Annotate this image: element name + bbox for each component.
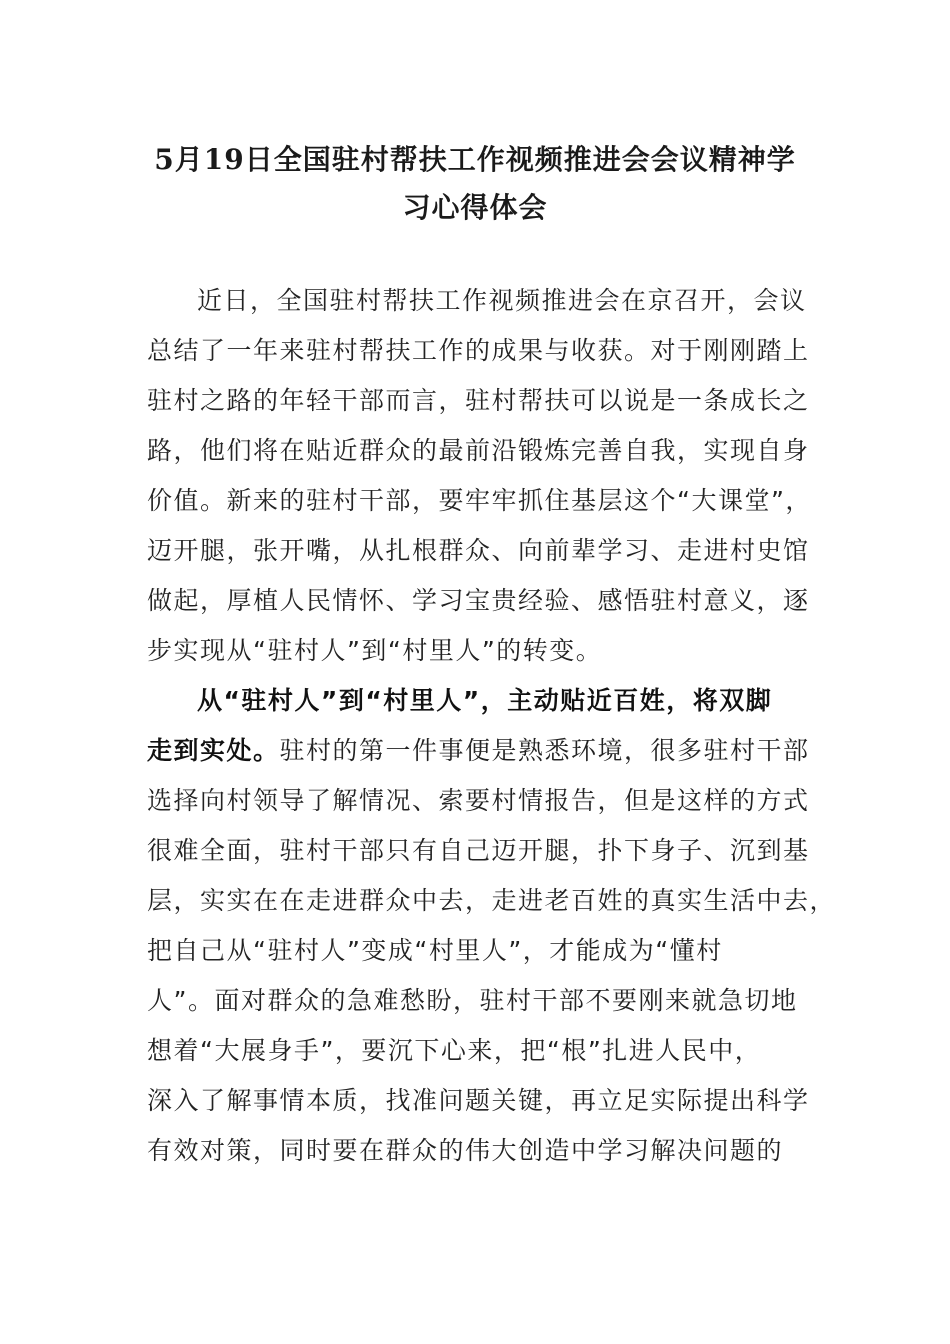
paragraph-2-line-6: 把自己从“驻村人”变成“村里人”，才能成为“懂村 (147, 936, 723, 965)
paragraph-1-line-1: 近日，全国驻村帮扶工作视频推进会在京召开，会议 (197, 286, 807, 315)
document-title-line-2: 习心得体会 (402, 191, 548, 224)
paragraph-2-heading-line-1: 从“驻村人”到“村里人”，主动贴近百姓，将双脚 (197, 686, 773, 715)
paragraph-1-line-3: 驻村之路的年轻干部而言，驻村帮扶可以说是一条成长之 (147, 386, 810, 415)
paragraph-2-line-8: 想着“大展身手”，要沉下心来，把“根”扎进人民中， (147, 1036, 762, 1065)
paragraph-2-heading-line-2: 走到实处。 (147, 736, 280, 765)
paragraph-1-line-7: 做起，厚植人民情怀、学习宝贵经验、感悟驻村意义，逐 (147, 586, 810, 615)
paragraph-1-line-6: 迈开腿，张开嘴，从扎根群众、向前辈学习、走进村史馆 (147, 536, 810, 565)
paragraph-1-line-2: 总结了一年来驻村帮扶工作的成果与收获。对于刚刚踏上 (147, 336, 810, 365)
paragraph-2-line-7: 人”。面对群众的急难愁盼，驻村干部不要刚来就急切地 (147, 986, 798, 1015)
paragraph-2-line-4: 很难全面，驻村干部只有自己迈开腿，扑下身子、沉到基 (147, 836, 810, 865)
paragraph-1-line-4: 路，他们将在贴近群众的最前沿锻炼完善自我，实现自身 (147, 436, 810, 465)
paragraph-2-line-5: 层，实实在在走进群众中去，走进老百姓的真实生活中去， (147, 886, 837, 915)
paragraph-2-line-9: 深入了解事情本质，找准问题关键，再立足实际提出科学 (147, 1086, 810, 1115)
paragraph-2-line-2 (147, 734, 810, 768)
paragraph-2-line-10: 有效对策，同时要在群众的伟大创造中学习解决问题的 (147, 1136, 784, 1165)
paragraph-2-line-2-rest: 驻村的第一件事便是熟悉环境，很多驻村干部 (279, 736, 810, 765)
document-title-line-1: 5月19日全国驻村帮扶工作视频推进会会议精神学 (154, 143, 796, 176)
paragraph-1-line-8: 步实现从“驻村人”到“村里人”的转变。 (147, 636, 603, 665)
paragraph-2-line-3: 选择向村领导了解情况、索要村情报告，但是这样的方式 (147, 786, 810, 815)
paragraph-1-line-5: 价值。新来的驻村干部，要牢牢抓住基层这个“大课堂”， (147, 486, 812, 515)
